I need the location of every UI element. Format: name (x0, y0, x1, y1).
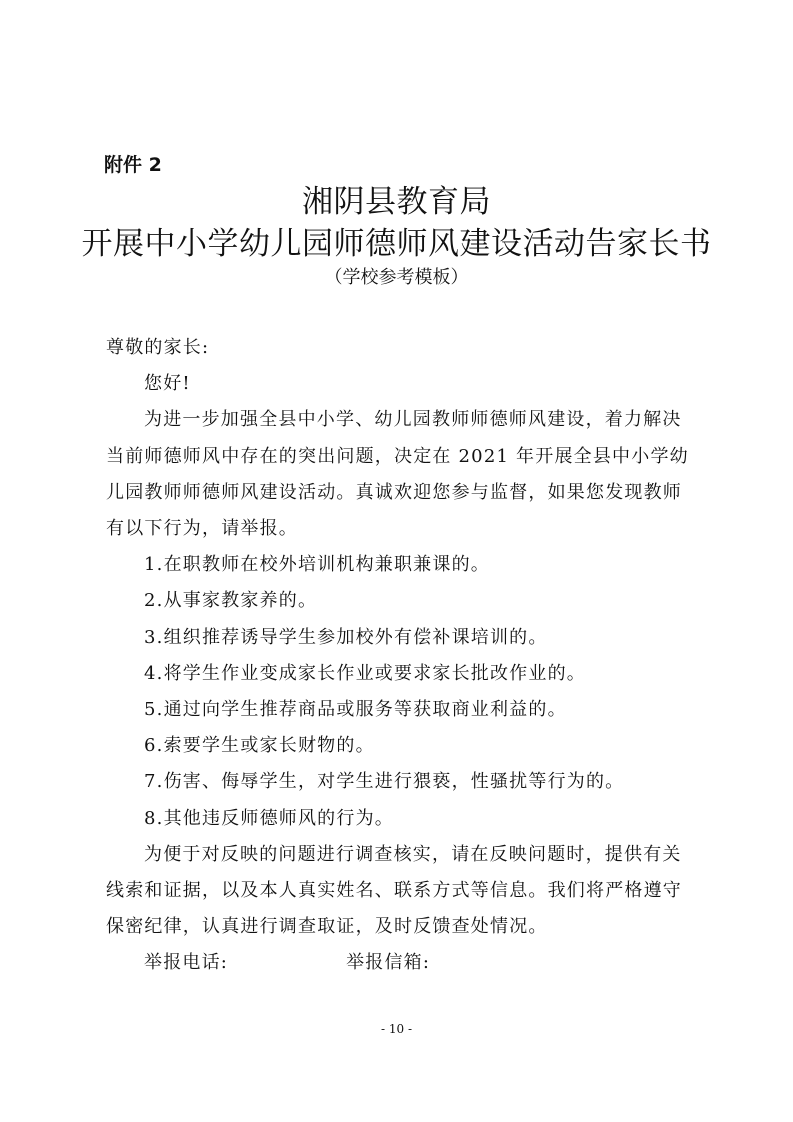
list-item: 7.伤害、侮辱学生，对学生进行猥亵，性骚扰等行为的。 (144, 771, 625, 793)
page-number: - 10 - (380, 1022, 412, 1036)
list-item: 2.从事家教家养的。 (144, 590, 318, 612)
email-label: 举报信箱: (346, 952, 431, 974)
salutation: 尊敬的家长: (106, 337, 210, 358)
list-item: 1.在职教师在校外培训机构兼职兼课的。 (144, 554, 490, 576)
list-item: 4.将学生作业变成家长作业或要求家长批改作业的。 (144, 662, 586, 684)
closing-paragraph: 为便于对反映的问题进行调查核实，请在反映问题时，提供有关线索和证据，以及本人真实姓名、联系方式等信息。我们将严格遵守保密纪律，认真进行调查取证，及时反馈查处情况。 (106, 843, 682, 938)
greeting: 您好! (144, 373, 191, 395)
letter-body (106, 330, 694, 982)
list-item: 5.通过向学生推荐商品或服务等获取商业利益的。 (144, 699, 567, 721)
phone-label: 举报电话: (144, 952, 229, 974)
intro-paragraph: 为进一步加强全县中小学、幼儿园教师师德师风建设，着力解决当前师德师风中存在的突出问题，决定在 2021 年开展全县中小学幼儿园教师师德师风建设活动。真诚欢迎您参与监督，如果您发现教师有以下行为，请举报。 (106, 409, 689, 540)
attachment-label: 附件 2 (104, 154, 162, 176)
title-line-1: 湘阴县教育局 (302, 184, 491, 220)
subtitle: （学校参考模板） (324, 267, 469, 288)
contact-line (106, 945, 694, 981)
list-item: 6.索要学生或家长财物的。 (144, 735, 375, 757)
list-item: 3.组织推荐诱导学生参加校外有偿补课培训的。 (144, 626, 548, 648)
item-list (106, 547, 694, 837)
title-line-2: 开展中小学幼儿园师德师风建设活动告家长书 (81, 226, 712, 262)
list-item: 8.其他违反师德师风的行为。 (144, 807, 394, 829)
